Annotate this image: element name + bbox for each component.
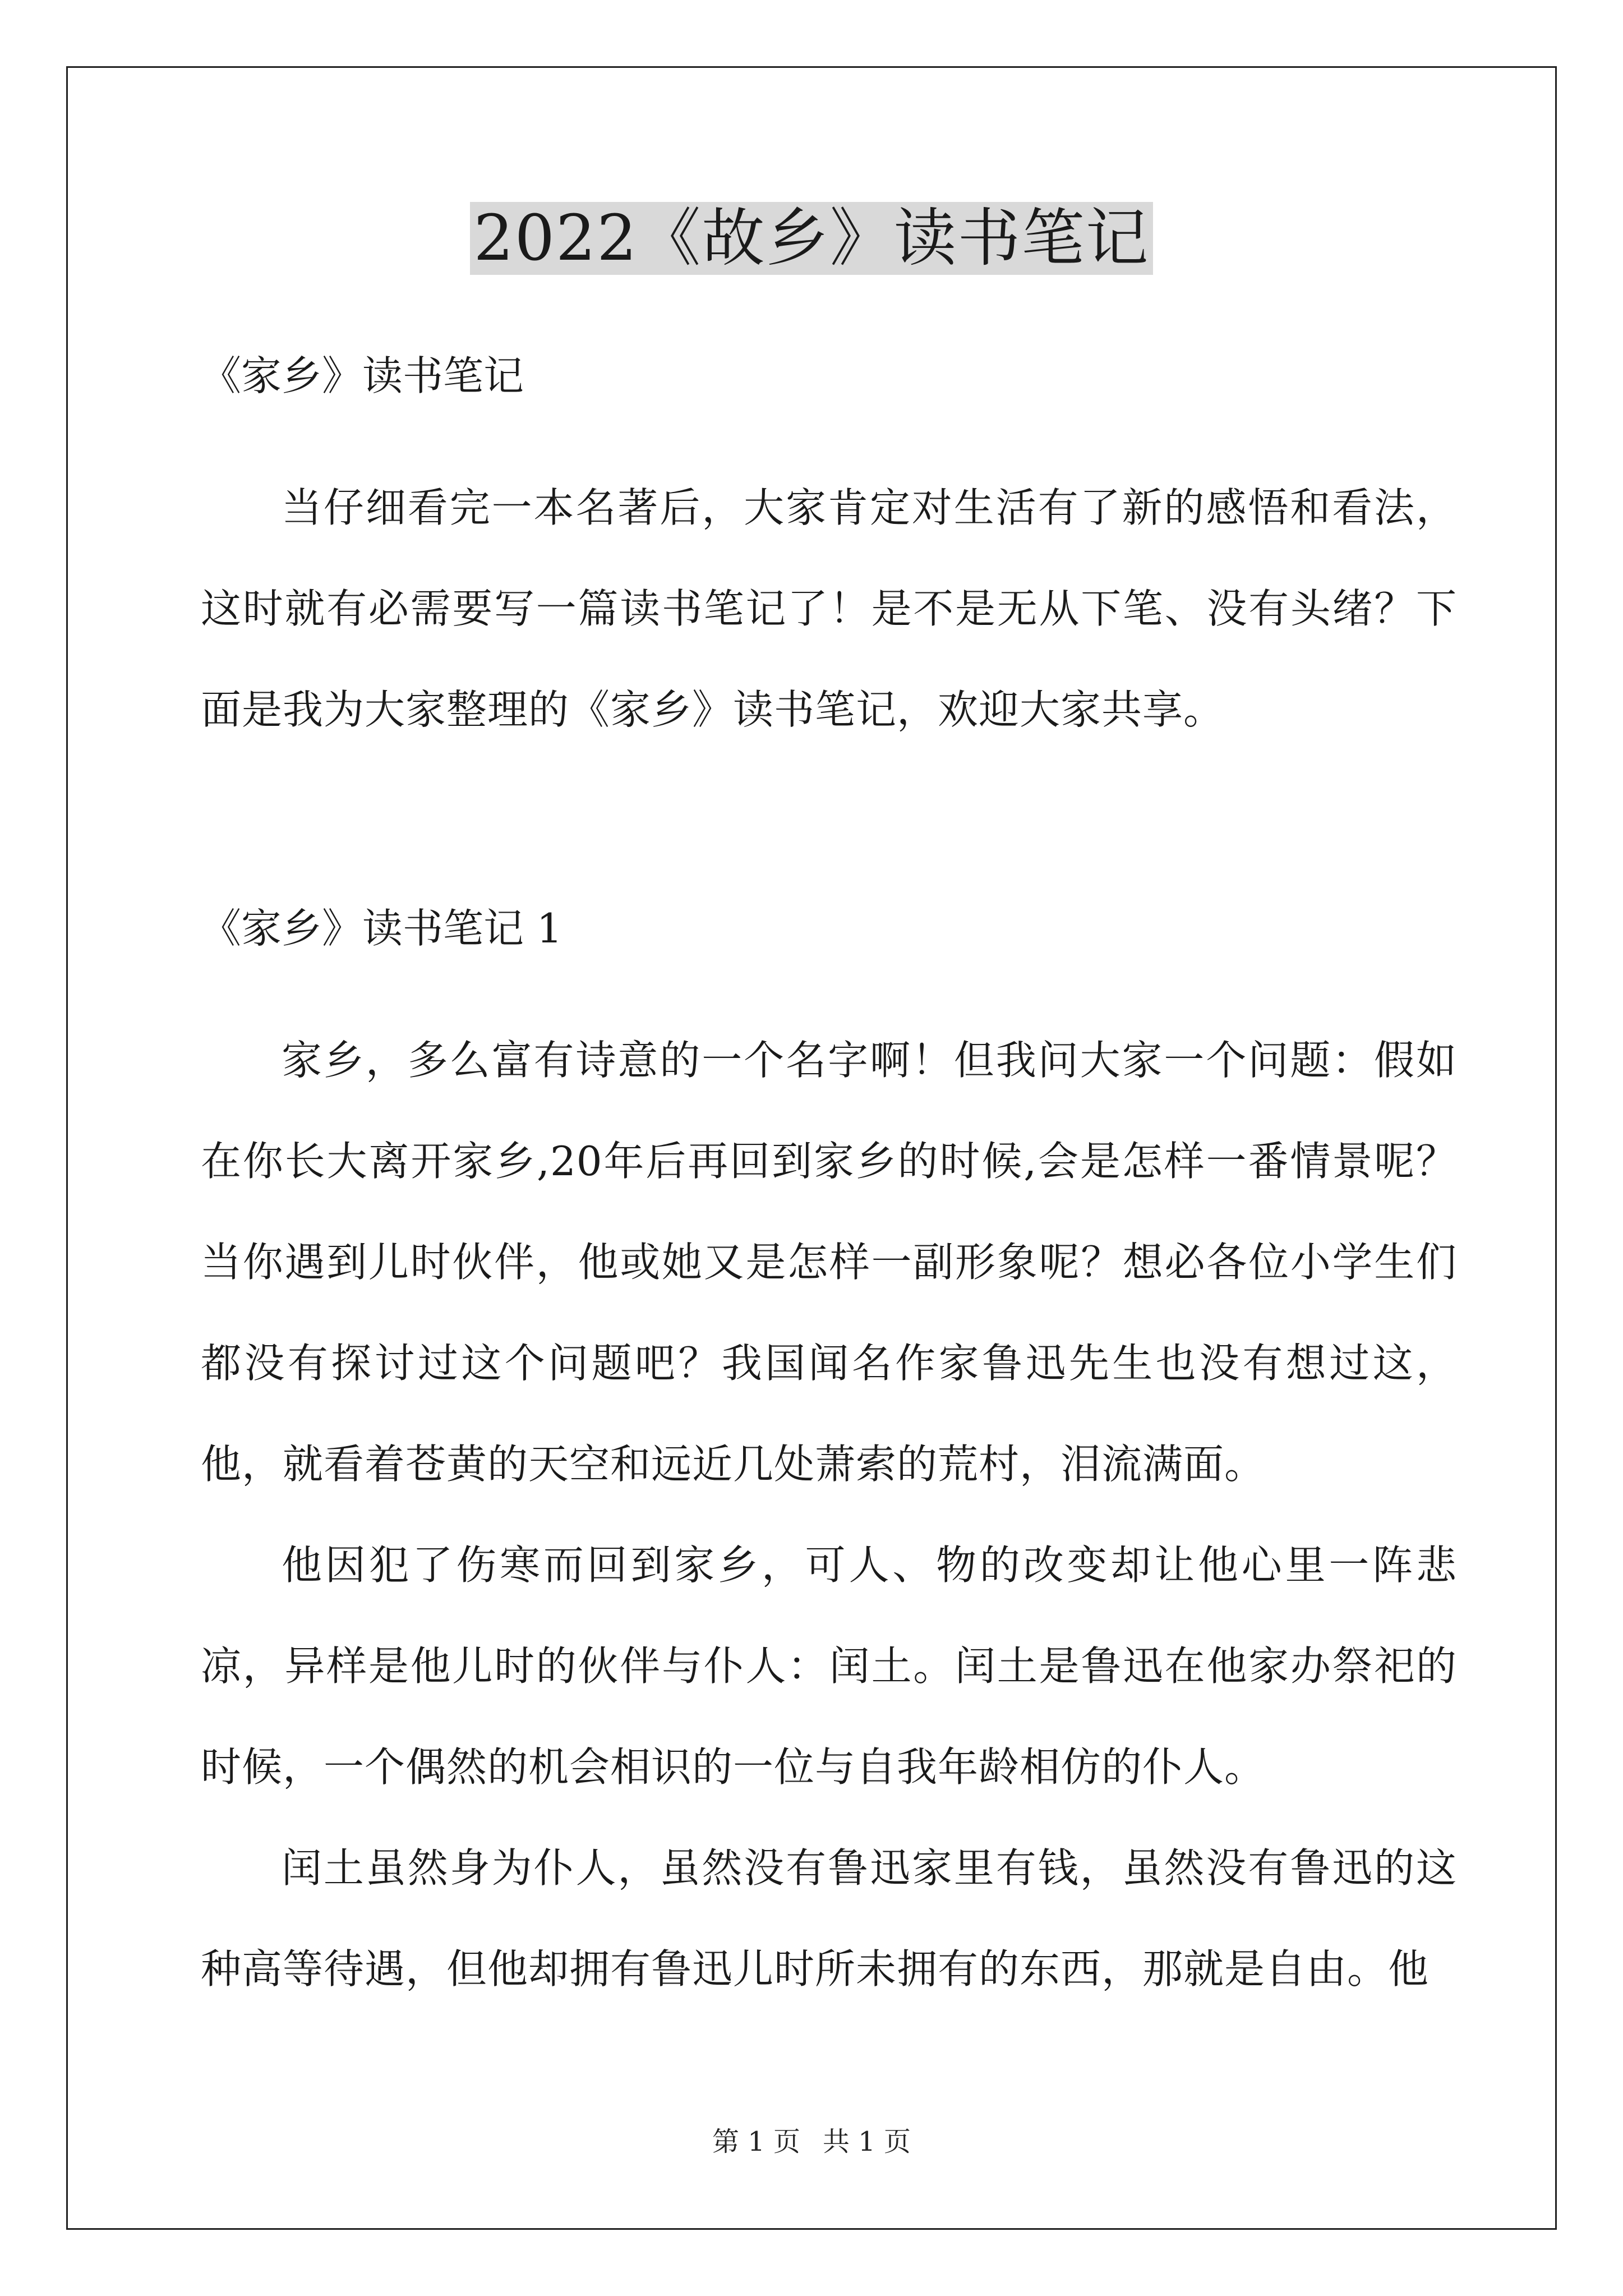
document-title-text: 2022《故乡》读书笔记	[470, 202, 1152, 275]
document-title	[0, 196, 1623, 280]
intro-heading: 《家乡》读书笔记	[201, 352, 524, 399]
spacer	[201, 956, 1457, 1010]
spacer	[201, 404, 1457, 457]
body-paragraph-1: 家乡，多么富有诗意的一个名字啊！但我问大家一个问题：假如在你长大离开家乡,20年后再回到家乡的时候,会是怎样一番情景呢？当你遇到儿时伙伴，他或她又是怎样一副形象呢？想必各位小学生们都没有探讨过这个问题吧？我国闻名作家鲁迅先生也没有想过这，他，就看着苍黄的天空和远近几处萧索的荒村，泪流满面。	[201, 1037, 1457, 1488]
document-body	[201, 348, 1457, 2019]
page-total: 共 1 页	[823, 2126, 911, 2157]
spacer	[201, 760, 1457, 900]
body-paragraph-2: 他因犯了伤寒而回到家乡，可人、物的改变却让他心里一阵悲凉，异样是他儿时的伙伴与仆人：闰土。闰土是鲁迅在他家办祭祀的时候，一个偶然的机会相识的一位与自我年龄相仿的仆人。	[201, 1542, 1457, 1791]
page-footer	[0, 2125, 1623, 2159]
page-number: 第 1 页	[712, 2126, 800, 2157]
body-paragraph-3: 闰土虽然身为仆人，虽然没有鲁迅家里有钱，虽然没有鲁迅的这种高等待遇，但他却拥有鲁迅儿时所未拥有的东西，那就是自由。他	[201, 1844, 1457, 1993]
section-heading: 《家乡》读书笔记 1	[201, 905, 562, 952]
intro-paragraph: 当仔细看完一本名著后，大家肯定对生活有了新的感悟和看法，这时就有必需要写一篇读书笔记了！是不是无从下笔、没有头绪？下面是我为大家整理的《家乡》读书笔记，欢迎大家共享。	[201, 484, 1457, 733]
